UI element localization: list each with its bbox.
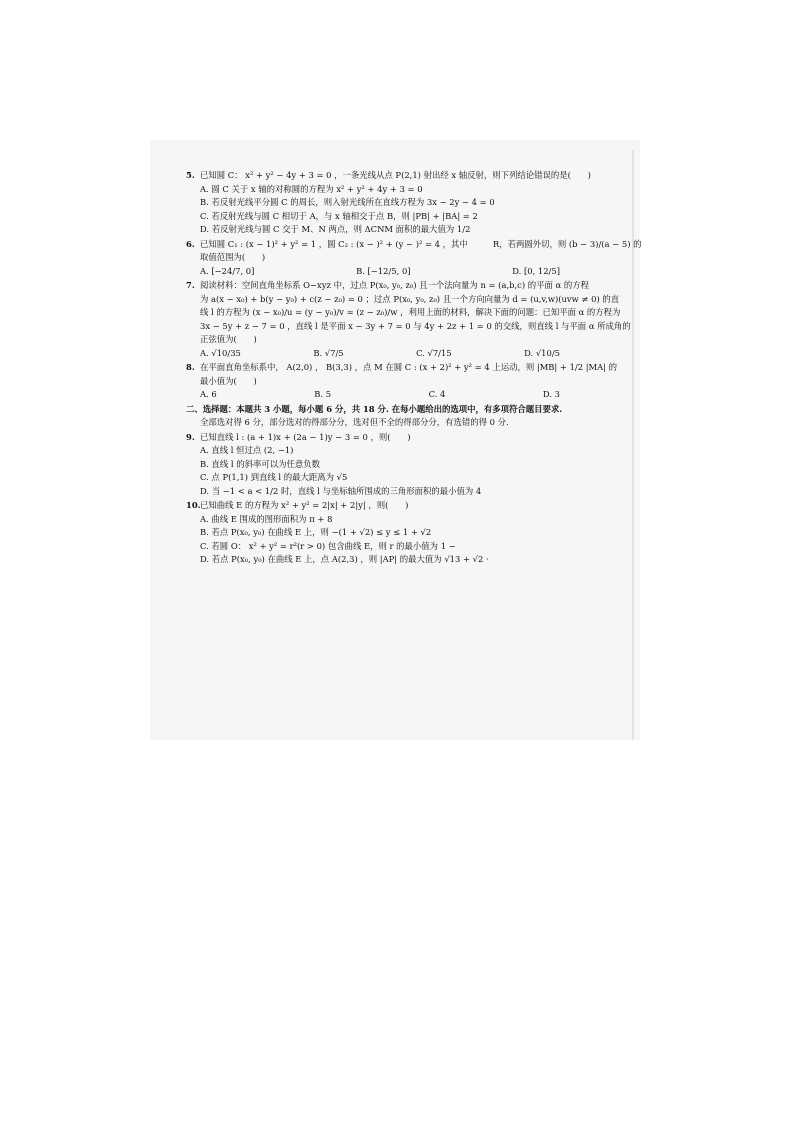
section-heading: 二、选择题：本题共 3 小题，每小题 6 分，共 18 分. 在每小题给出的选项中，有多项符合题目要求. xyxy=(186,403,563,414)
question-6 xyxy=(186,238,642,277)
exam-paper xyxy=(186,170,642,569)
question-stem xyxy=(186,362,618,373)
question-text: 已知圆 C₁ : (x − 1)² + y² = 1 ，圆 C₂ : (x − )² + (y − )² = 4 ，其中 R，若两圆外切，则 (b − 3)/(a − 5) 的 xyxy=(200,238,642,249)
question-stem xyxy=(186,280,606,291)
question-stem xyxy=(186,238,642,250)
question-text-line: 线 l 的方程为 (x − x₀)/u = (y − y₀)/v = (z − z₀)/w ，利用上面的材料，解决下面的问题：已知平面 α 的方程为 xyxy=(200,307,621,317)
question-number: 9. xyxy=(186,431,195,442)
question-text-line: 3x − 5y + z − 7 = 0 ，直线 l 是平面 x − 3y + 7 = 0 与 4y + 2z + 1 = 0 的交线，则直线 l 与平面 α 所成角的 xyxy=(200,320,631,331)
options-row xyxy=(200,389,560,400)
question-text: 已知圆 C： x² + y² − 4y + 3 = 0 ，一条光线从点 P(2,1) 射出经 x 轴反射，则下列结论错误的是( ) xyxy=(200,170,591,180)
option-a: A. 圆 C 关于 x 轴的对称圆的方程为 x² + y² + 4y + 3 = 0 xyxy=(200,183,423,194)
option-b: B. 5 xyxy=(314,389,332,399)
question-stem xyxy=(186,432,606,443)
question-5 xyxy=(186,170,606,235)
question-text-line: 正弦值为( ) xyxy=(200,334,257,344)
option-c: C. 若反射光线与圆 C 相切于 A，与 x 轴相交于点 B，则 |PB| + |BA| = 2 xyxy=(200,210,478,221)
option-b: B. 若反射光线平分圆 C 的周长，则入射光线所在直线方程为 3x − 2y − 4 = 0 xyxy=(200,197,495,207)
option-b: B. 直线 l 的斜率可以为任意负数 xyxy=(200,458,320,469)
question-text-line: 最小值为( ) xyxy=(200,375,257,386)
options-row xyxy=(200,266,560,277)
option-d: D. 3 xyxy=(542,389,560,399)
option-d: D. [0, 12/5] xyxy=(512,265,560,276)
option-c: C. 点 P(1,1) 到直线 l 的最大距离为 √5 xyxy=(200,472,348,482)
option-d: D. 若反射光线与圆 C 交于 M、N 两点，则 ΔCNM 面积的最大值为 1/2 xyxy=(200,224,471,234)
question-text: 已知曲线 E 的方程为 x² + y² = 2|x| + 2|y| ，则( ) xyxy=(200,500,409,510)
option-b: B. [−12/5, 0] xyxy=(356,265,411,276)
section-instructions: 全部选对得 6 分，部分选对的得部分分，选对但不全的得部分分，有选错的得 0 分. xyxy=(200,417,509,427)
question-number: 6. xyxy=(186,238,195,249)
question-text: 在平面直角坐标系中， A(2,0) ， B(3,3) ，点 M 在圆 C : (x + 2)² + y² = 4 上运动，则 |MB| + 1/2 |MA| 的 xyxy=(200,362,618,372)
question-number: 7. xyxy=(186,280,195,290)
option-c: C. 若圆 O： x² + y² = r²(r > 0) 包含曲线 E，则 r 的最小值为 1 − xyxy=(200,540,456,551)
question-8 xyxy=(186,362,618,400)
option-c: C. 4 xyxy=(428,389,446,399)
question-9 xyxy=(186,432,606,497)
question-number: 10. xyxy=(186,500,201,510)
question-10 xyxy=(186,500,606,565)
question-7 xyxy=(186,280,631,358)
option-a: A. 直线 l 恒过点 (2, −1) xyxy=(200,445,294,455)
option-b: B. √7/5 xyxy=(313,347,344,358)
option-a: A. √10/35 xyxy=(200,347,241,358)
option-a: A. [−24/7, 0] xyxy=(200,265,255,276)
option-a: A. 曲线 E 围成的图形面积为 π + 8 xyxy=(200,513,333,524)
question-stem xyxy=(186,500,606,511)
option-a: A. 6 xyxy=(200,389,217,399)
question-stem xyxy=(186,170,606,181)
option-d: D. √10/5 xyxy=(524,347,560,358)
options-row xyxy=(200,348,560,359)
option-b: B. 若点 P(x₀, y₀) 在曲线 E 上，则 −(1 + √2) ≤ y ≤ 1 + √2 xyxy=(200,527,432,537)
question-text-line: 为 a(x − x₀) + b(y − y₀) + c(z − z₀) = 0 ；过点 P(x₀, y₀, z₀) 且一个方向向量为 d = (u,v,w)(uvw ≠ 0) 的直 xyxy=(200,293,620,304)
option-d: D. 若点 P(x₀, y₀) 在曲线 E 上，点 A(2,3) ，则 |AP| 的最大值为 √13 + √2 · xyxy=(200,554,489,564)
option-d: D. 当 −1 < a < 1/2 时，直线 l 与坐标轴所围成的三角形面积的最小值为 4 xyxy=(200,485,482,496)
question-number: 5. xyxy=(186,170,195,180)
option-c: C. √7/15 xyxy=(416,347,452,358)
question-text-line: 取值范围为( ) xyxy=(200,252,266,262)
question-text: 阅读材料：空间直角坐标系 O−xyz 中，过点 P(x₀, y₀, z₀) 且一个法向量为 n = (a,b,c) 的平面 α 的方程 xyxy=(200,280,589,290)
question-text: 已知直线 l : (a + 1)x + (2a − 1)y − 3 = 0 ，则( ) xyxy=(200,431,411,442)
question-number: 8. xyxy=(186,362,195,372)
